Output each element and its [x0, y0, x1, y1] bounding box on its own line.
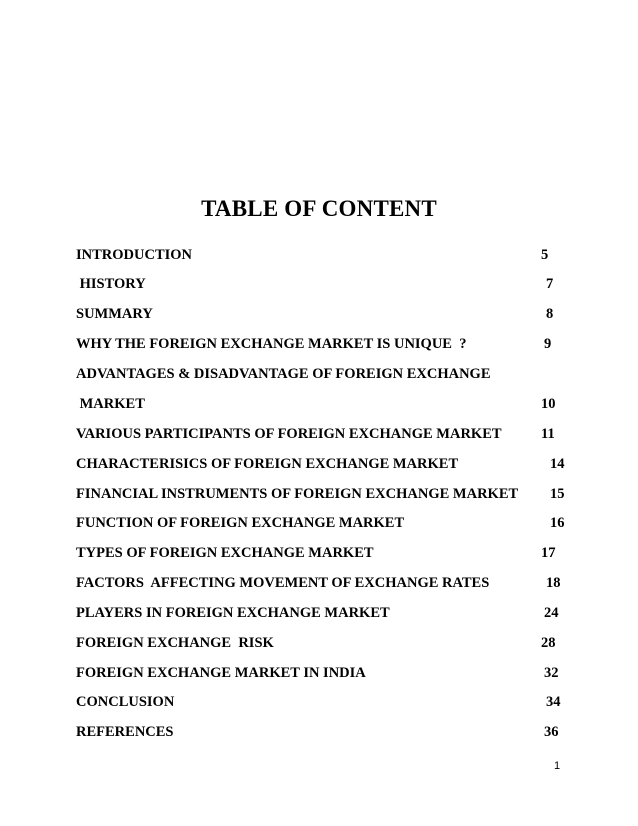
toc-entry — [76, 364, 576, 384]
toc-entry-label: TYPES OF FOREIGN EXCHANGE MARKET — [76, 545, 374, 561]
toc-entry-page: 36 — [544, 724, 559, 740]
toc-entry-label: PLAYERS IN FOREIGN EXCHANGE MARKET — [76, 605, 390, 621]
toc-entry-label: SUMMARY — [76, 306, 153, 322]
toc-entry-page: 8 — [546, 306, 554, 322]
toc-entry-label: MARKET — [76, 396, 145, 412]
toc-title: TABLE OF CONTENT — [201, 196, 437, 221]
toc-entry-page: 15 — [550, 486, 565, 502]
toc-entry-label: REFERENCES — [76, 724, 174, 740]
page-number: 1 — [554, 760, 561, 772]
toc-entry-page: 34 — [546, 694, 561, 710]
toc-entry — [76, 633, 576, 653]
toc-entry — [76, 245, 576, 265]
toc-entry-label: ADVANTAGES & DISADVANTAGE OF FOREIGN EXCHANGE — [76, 366, 491, 382]
toc-entry — [76, 274, 576, 294]
toc-entry — [76, 304, 576, 324]
toc-entry-label: VARIOUS PARTICIPANTS OF FOREIGN EXCHANGE MARKET — [76, 426, 502, 442]
toc-entry — [76, 603, 576, 623]
toc-entry-page: 18 — [546, 575, 561, 591]
toc-entry-page: 16 — [550, 515, 565, 531]
toc-entry-page: 5 — [541, 247, 549, 263]
toc-entry-page: 10 — [541, 396, 556, 412]
toc-entry-page: 9 — [544, 336, 552, 352]
toc-entry-page: 17 — [541, 545, 556, 561]
toc-entry-label: FOREIGN EXCHANGE RISK — [76, 635, 274, 651]
toc-entry — [76, 454, 576, 474]
toc-entry — [76, 692, 576, 712]
toc-entry-page: 32 — [544, 665, 559, 681]
toc-entry — [76, 334, 576, 354]
toc-entry-page: 14 — [550, 456, 565, 472]
toc-entry-label: FACTORS AFFECTING MOVEMENT OF EXCHANGE RATES — [76, 575, 490, 591]
toc-entry — [76, 394, 576, 414]
toc-entry-label: WHY THE FOREIGN EXCHANGE MARKET IS UNIQUE ? — [76, 336, 467, 352]
toc-entry — [76, 543, 576, 563]
toc-entry-label: CONCLUSION — [76, 694, 175, 710]
toc-entry-label: FUNCTION OF FOREIGN EXCHANGE MARKET — [76, 515, 405, 531]
toc-entry-page: 28 — [541, 635, 556, 651]
toc-entry-label: HISTORY — [76, 276, 146, 292]
toc-entry — [76, 513, 576, 533]
toc-entry — [76, 663, 576, 683]
toc-entry-page: 11 — [541, 426, 555, 442]
toc-entry-label: CHARACTERISICS OF FOREIGN EXCHANGE MARKET — [76, 456, 459, 472]
toc-entry-page: 24 — [544, 605, 559, 621]
toc-entry — [76, 573, 576, 593]
toc-entry-label: FOREIGN EXCHANGE MARKET IN INDIA — [76, 665, 366, 681]
toc-entry — [76, 722, 576, 742]
toc-entry-page: 7 — [546, 276, 554, 292]
toc-entry-label: FINANCIAL INSTRUMENTS OF FOREIGN EXCHANGE MARKET — [76, 486, 519, 502]
toc-entry-label: INTRODUCTION — [76, 247, 193, 263]
toc-entry — [76, 424, 576, 444]
toc-entry — [76, 484, 576, 504]
